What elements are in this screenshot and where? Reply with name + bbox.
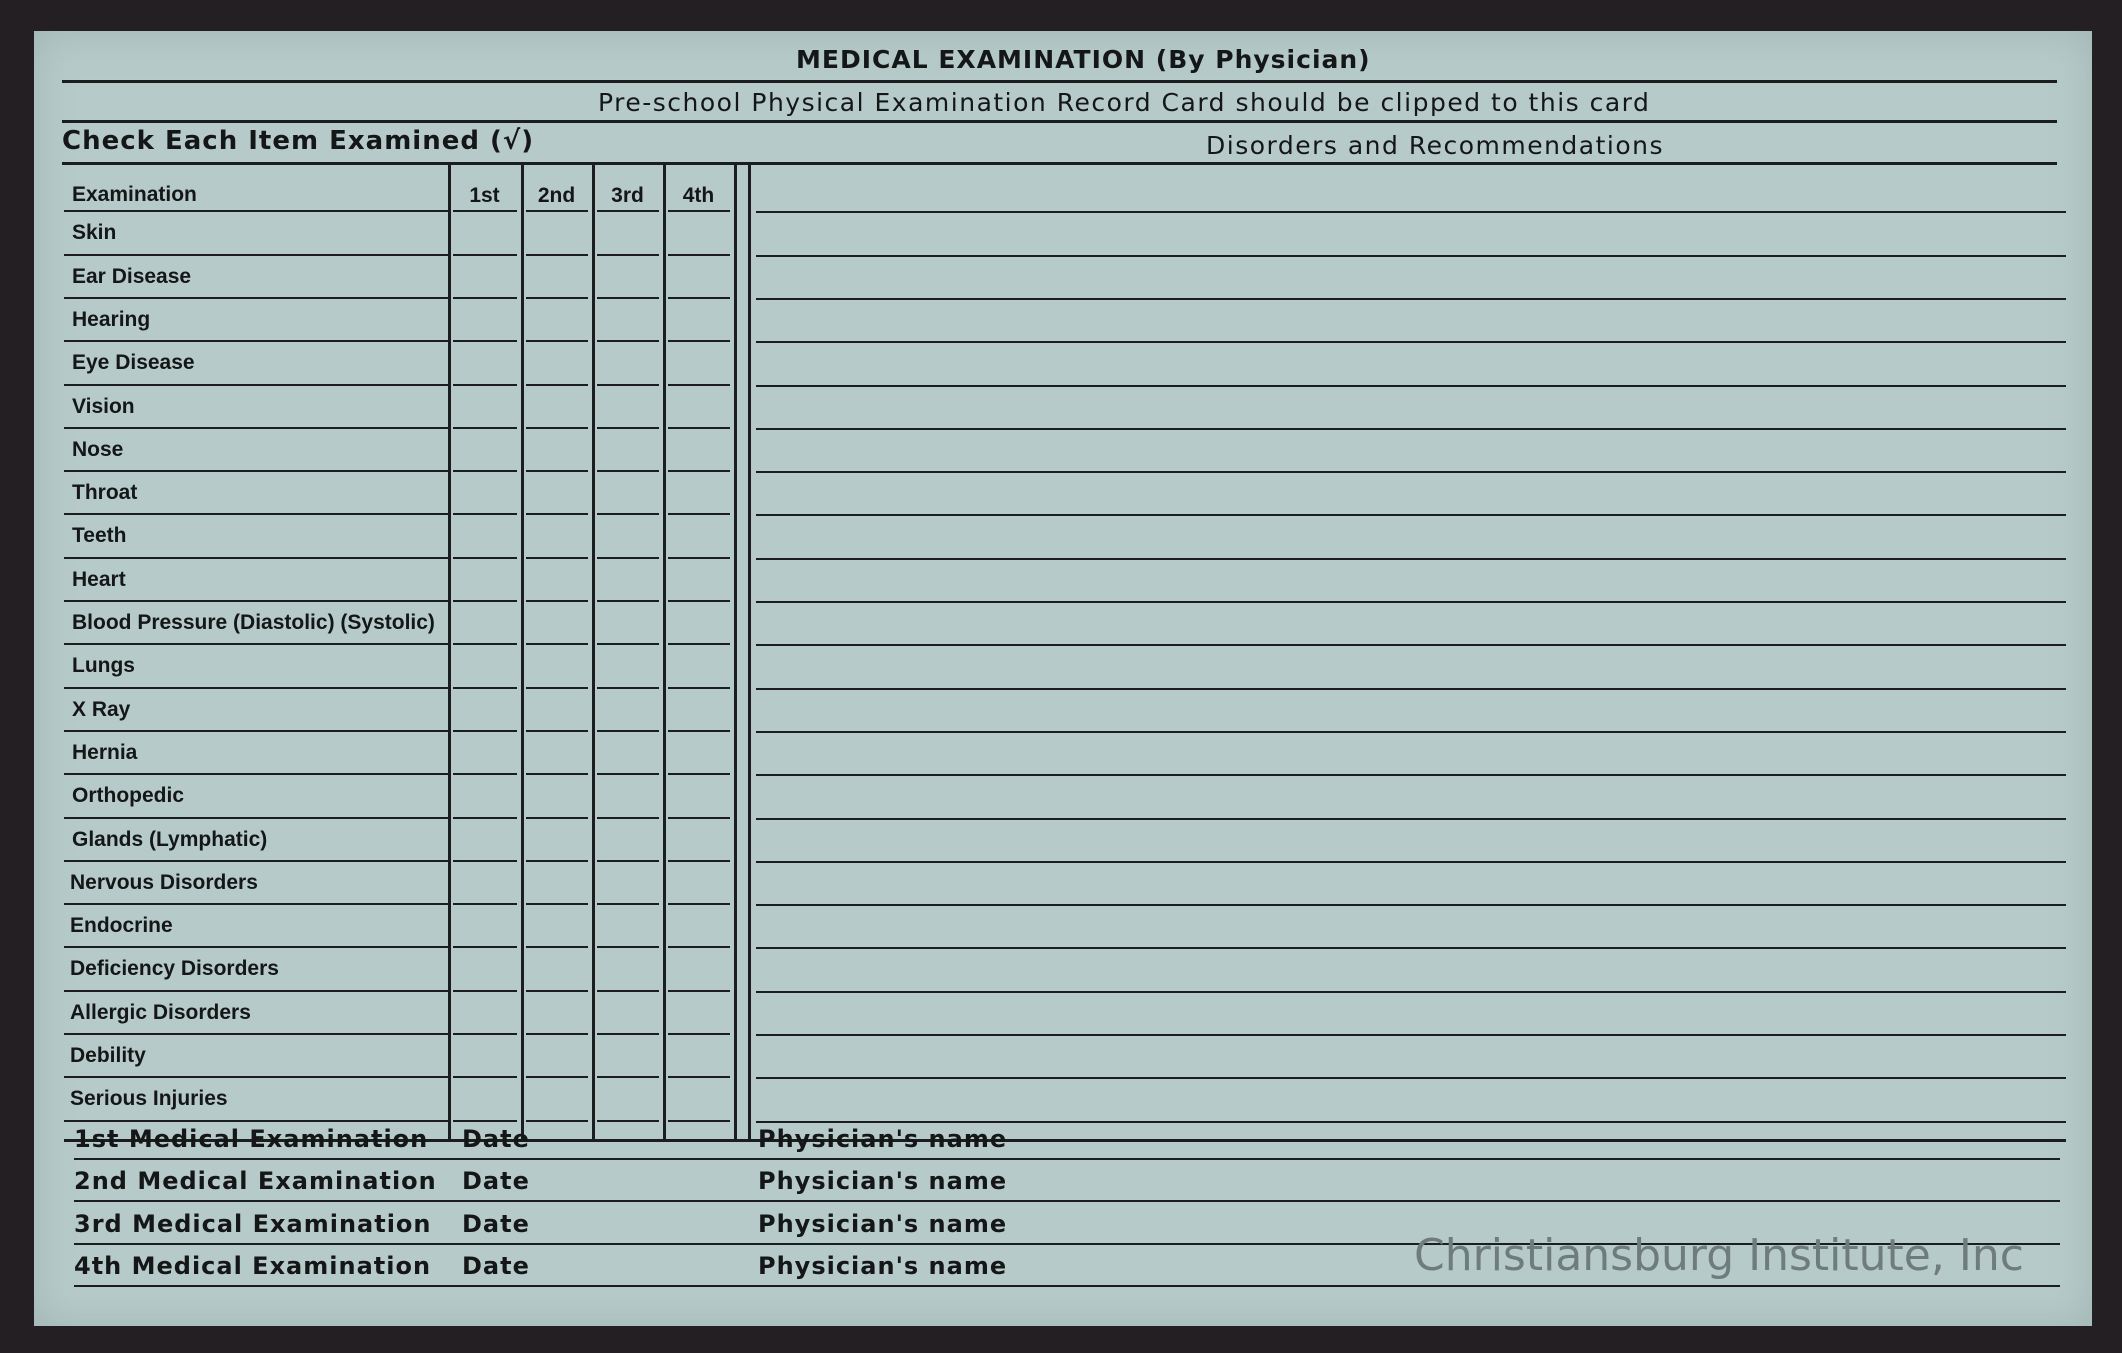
row-rule <box>64 600 448 602</box>
cell-rule <box>597 1120 659 1122</box>
cell-rule <box>526 773 588 775</box>
exam-number-label: 4th Medical Examination <box>74 1251 432 1280</box>
column-divider-double <box>748 165 751 1140</box>
cell-rule <box>668 860 730 862</box>
recommendation-rule <box>756 298 2066 300</box>
cell-rule <box>453 210 517 212</box>
cell-rule <box>453 860 517 862</box>
exam-item-label: Nose <box>72 437 124 461</box>
column-divider <box>663 165 666 1140</box>
cell-rule <box>453 427 517 429</box>
exam-item-label: Serious Injuries <box>70 1087 228 1111</box>
signoff-rule <box>74 1285 2060 1287</box>
cell-rule <box>668 470 730 472</box>
signoff-rule <box>74 1158 2060 1160</box>
cell-rule <box>526 1076 588 1078</box>
cell-rule <box>597 730 659 732</box>
cell-rule <box>453 340 517 342</box>
cell-rule <box>668 903 730 905</box>
recommendation-rule <box>756 861 2066 863</box>
cell-rule <box>668 1033 730 1035</box>
cell-rule <box>597 600 659 602</box>
row-rule <box>64 297 448 299</box>
column-header-1st: 1st <box>469 184 500 207</box>
exam-number-label: 2nd Medical Examination <box>74 1167 437 1196</box>
exam-item-label: Nervous Disorders <box>70 870 258 894</box>
cell-rule <box>597 254 659 256</box>
cell-rule <box>526 903 588 905</box>
cell-rule <box>668 1120 730 1122</box>
cell-rule <box>597 470 659 472</box>
column-divider <box>448 165 451 1140</box>
cell-rule <box>453 1120 517 1122</box>
cell-rule <box>526 513 588 515</box>
exam-item-label: Hernia <box>72 740 138 764</box>
exam-number-label: 3rd Medical Examination <box>74 1209 432 1238</box>
recommendation-rule <box>756 558 2066 560</box>
cell-rule <box>453 254 517 256</box>
cell-rule <box>526 1033 588 1035</box>
cell-rule <box>597 427 659 429</box>
cell-rule <box>668 254 730 256</box>
physician-name-label: Physician's name <box>758 1251 1008 1280</box>
column-header-3rd: 3rd <box>611 184 644 207</box>
card-title: MEDICAL EXAMINATION (By Physician) <box>796 45 1371 74</box>
recommendation-rule <box>756 947 2066 949</box>
recommendation-rule <box>756 471 2066 473</box>
cell-rule <box>597 903 659 905</box>
column-header-2nd: 2nd <box>537 184 576 207</box>
cell-rule <box>526 946 588 948</box>
column-divider <box>521 165 524 1140</box>
watermark-text: Christiansburg Institute, Inc <box>1414 1230 2024 1281</box>
cell-rule <box>597 513 659 515</box>
cell-rule <box>668 427 730 429</box>
cell-rule <box>453 513 517 515</box>
cell-rule <box>453 600 517 602</box>
cell-rule <box>526 643 588 645</box>
exam-number-label: 1st Medical Examination <box>74 1125 429 1153</box>
recommendation-rule <box>756 904 2066 906</box>
cell-rule <box>526 600 588 602</box>
row-rule <box>64 643 448 645</box>
recommendation-rule <box>756 1034 2066 1036</box>
recommendation-rule <box>756 731 2066 733</box>
exam-item-label: Hearing <box>72 307 151 331</box>
cell-rule <box>668 340 730 342</box>
exam-item-label: Throat <box>72 481 138 505</box>
row-rule <box>64 687 448 689</box>
cell-rule <box>453 946 517 948</box>
cell-rule <box>597 297 659 299</box>
exam-item-label: Allergic Disorders <box>70 1000 251 1024</box>
cell-rule <box>668 946 730 948</box>
exam-item-label: Glands (Lymphatic) <box>72 827 268 851</box>
cell-rule <box>597 860 659 862</box>
recommendation-rule <box>756 1121 2066 1123</box>
row-rule <box>64 1033 448 1035</box>
exam-card <box>34 31 2092 1326</box>
row-rule <box>64 773 448 775</box>
instruction-text: Pre-school Physical Examination Record Card should be clipped to this card <box>598 88 1651 117</box>
exam-item-label: Deficiency Disorders <box>70 957 279 981</box>
recommendation-rule <box>756 211 2066 213</box>
cell-rule <box>526 254 588 256</box>
cell-rule <box>453 557 517 559</box>
cell-rule <box>453 297 517 299</box>
cell-rule <box>597 1076 659 1078</box>
date-label: Date <box>462 1125 530 1153</box>
cell-rule <box>668 730 730 732</box>
cell-rule <box>526 427 588 429</box>
cell-rule <box>453 1076 517 1078</box>
row-rule <box>64 254 448 256</box>
column-header-examination: Examination <box>72 183 197 206</box>
row-rule <box>64 557 448 559</box>
recommendation-rule <box>756 428 2066 430</box>
signoff-rule <box>74 1200 2060 1202</box>
row-rule <box>64 210 448 212</box>
row-rule <box>64 817 448 819</box>
recommendation-rule <box>756 514 2066 516</box>
cell-rule <box>597 990 659 992</box>
cell-rule <box>526 297 588 299</box>
cell-rule <box>526 990 588 992</box>
recommendation-rule <box>756 601 2066 603</box>
exam-item-label: Orthopedic <box>72 784 185 808</box>
row-rule <box>64 990 448 992</box>
cell-rule <box>597 687 659 689</box>
row-rule <box>64 513 448 515</box>
cell-rule <box>526 210 588 212</box>
exam-item-label: Ear Disease <box>72 264 192 288</box>
cell-rule <box>453 990 517 992</box>
cell-rule <box>668 773 730 775</box>
row-rule <box>64 946 448 948</box>
column-header-4th: 4th <box>682 184 715 207</box>
column-divider <box>592 165 595 1140</box>
cell-rule <box>597 773 659 775</box>
disorders-heading: Disorders and Recommendations <box>1206 131 1665 160</box>
date-label: Date <box>462 1251 530 1280</box>
row-rule <box>64 470 448 472</box>
row-rule <box>64 1120 448 1122</box>
physician-name-label: Physician's name <box>758 1167 1008 1196</box>
exam-item-label: Eye Disease <box>72 351 195 375</box>
row-rule <box>64 903 448 905</box>
recommendation-rule <box>756 385 2066 387</box>
cell-rule <box>526 860 588 862</box>
cell-rule <box>668 384 730 386</box>
cell-rule <box>597 557 659 559</box>
cell-rule <box>597 643 659 645</box>
exam-item-label: Lungs <box>72 654 135 678</box>
recommendation-rule <box>756 341 2066 343</box>
cell-rule <box>453 773 517 775</box>
recommendation-rule <box>756 644 2066 646</box>
cell-rule <box>526 1120 588 1122</box>
cell-rule <box>526 470 588 472</box>
cell-rule <box>526 340 588 342</box>
date-label: Date <box>462 1167 530 1196</box>
instruction-rule <box>62 120 2057 123</box>
cell-rule <box>453 730 517 732</box>
column-divider <box>734 165 737 1140</box>
cell-rule <box>668 990 730 992</box>
cell-rule <box>597 210 659 212</box>
recommendation-rule <box>756 774 2066 776</box>
heading-rule <box>62 162 2057 165</box>
cell-rule <box>668 643 730 645</box>
cell-rule <box>526 817 588 819</box>
exam-item-label: Skin <box>72 221 117 245</box>
cell-rule <box>526 730 588 732</box>
row-rule <box>64 384 448 386</box>
cell-rule <box>597 817 659 819</box>
cell-rule <box>597 340 659 342</box>
physician-name-label: Physician's name <box>758 1125 1008 1153</box>
exam-item-label: Blood Pressure (Diastolic) (Systolic) <box>72 611 435 634</box>
cell-rule <box>668 1076 730 1078</box>
cell-rule <box>668 513 730 515</box>
cell-rule <box>453 817 517 819</box>
exam-item-label: X Ray <box>72 697 131 721</box>
recommendation-rule <box>756 991 2066 993</box>
exam-item-label: Heart <box>72 567 126 591</box>
row-rule <box>64 427 448 429</box>
cell-rule <box>668 297 730 299</box>
check-items-heading: Check Each Item Examined (√) <box>62 126 535 156</box>
exam-item-label: Teeth <box>72 524 127 548</box>
cell-rule <box>453 643 517 645</box>
cell-rule <box>597 1033 659 1035</box>
recommendation-rule <box>756 255 2066 257</box>
cell-rule <box>453 470 517 472</box>
exam-item-label: Debility <box>70 1044 146 1067</box>
row-rule <box>64 1076 448 1078</box>
cell-rule <box>597 384 659 386</box>
cell-rule <box>597 946 659 948</box>
recommendation-rule <box>756 1077 2066 1079</box>
cell-rule <box>453 384 517 386</box>
cell-rule <box>526 384 588 386</box>
cell-rule <box>526 687 588 689</box>
exam-item-label: Endocrine <box>70 914 173 938</box>
row-rule <box>64 860 448 862</box>
physician-name-label: Physician's name <box>758 1209 1008 1238</box>
exam-item-label: Vision <box>72 394 135 418</box>
cell-rule <box>668 600 730 602</box>
date-label: Date <box>462 1209 530 1238</box>
row-rule <box>64 340 448 342</box>
title-rule <box>62 80 2057 83</box>
cell-rule <box>668 557 730 559</box>
cell-rule <box>453 687 517 689</box>
cell-rule <box>668 687 730 689</box>
cell-rule <box>668 210 730 212</box>
recommendation-rule <box>756 688 2066 690</box>
cell-rule <box>453 1033 517 1035</box>
cell-rule <box>668 817 730 819</box>
cell-rule <box>526 557 588 559</box>
row-rule <box>64 730 448 732</box>
cell-rule <box>453 903 517 905</box>
recommendation-rule <box>756 818 2066 820</box>
